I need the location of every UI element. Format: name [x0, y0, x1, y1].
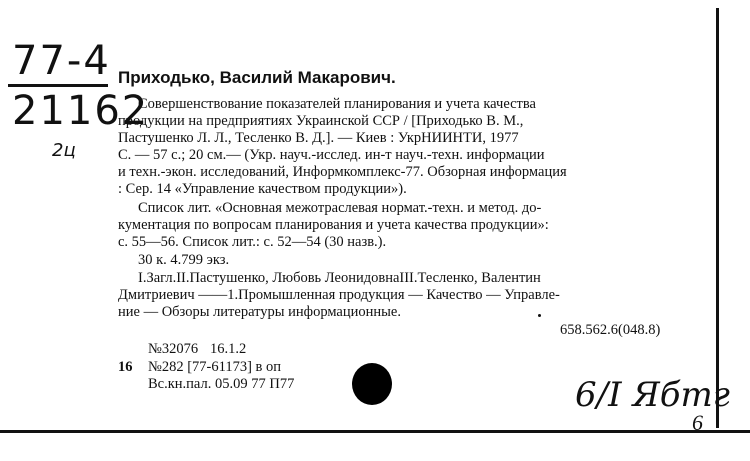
handwritten-call-number-top: 77-4 [12, 38, 111, 84]
record-line-3: Вс.кн.пал. 05.09 77 П77 [148, 376, 295, 392]
body-line: : Сер. 14 «Управление качеством продукции»). [118, 181, 407, 197]
author-heading: Приходько, Василий Макарович. [118, 68, 396, 87]
handwritten-call-number-bottom: 21162 [12, 88, 150, 134]
card-border-right [716, 8, 719, 428]
body-line: продукции на предприятиях Украинской ССР / [Приходько В. М., [118, 113, 524, 129]
tracings-line: I.Загл.II.Пастушенко, Любовь ЛеонидовнаIII.Тесленко, Валентин [138, 270, 541, 286]
body-line: С. — 57 с.; 20 см.— (Укр. науч.-исслед. ин-т науч.-техн. информации [118, 147, 545, 163]
handwritten-mark: 6 [692, 410, 703, 435]
card-border-bottom [0, 430, 750, 433]
body-line: Совершенствование показателей планирования и учета качества [138, 96, 536, 112]
body-line: и техн.-экон. исследований, Информкомплекс-77. Обзорная информация [118, 164, 567, 180]
classification-code: 658.562.6(048.8) [560, 322, 661, 338]
handwritten-note: 2ц [52, 140, 76, 161]
record-number: №32076 [148, 341, 199, 357]
notes-line: кументация по вопросам планирования и учета качества продукции»: [118, 217, 549, 233]
price-line: 30 к. 4.799 экз. [138, 252, 230, 268]
record-prefix: 16 [118, 359, 133, 375]
handwritten-divider [8, 84, 108, 87]
notes-line: Список лит. «Основная межотраслевая нормат.-техн. и метод. до- [138, 200, 542, 216]
handwritten-signature: 6/I Ябтг [575, 375, 730, 415]
tracings-line: Дмитриевич ——1.Промышленная продукция — Качество — Управле- [118, 287, 560, 303]
notes-line: с. 55—56. Список лит.: с. 52—54 (30 назв.). [118, 234, 387, 250]
ink-stamp [352, 363, 392, 405]
stray-dot [538, 314, 541, 317]
body-line: Пастушенко Л. Л., Тесленко В. Д.]. — Киев : УкрНИИНТИ, 1977 [118, 130, 519, 146]
record-line-2: №282 [77-61173] в оп [148, 359, 282, 375]
record-date: 16.1.2 [210, 341, 247, 357]
tracings-line: ние — Обзоры литературы информационные. [118, 304, 401, 320]
